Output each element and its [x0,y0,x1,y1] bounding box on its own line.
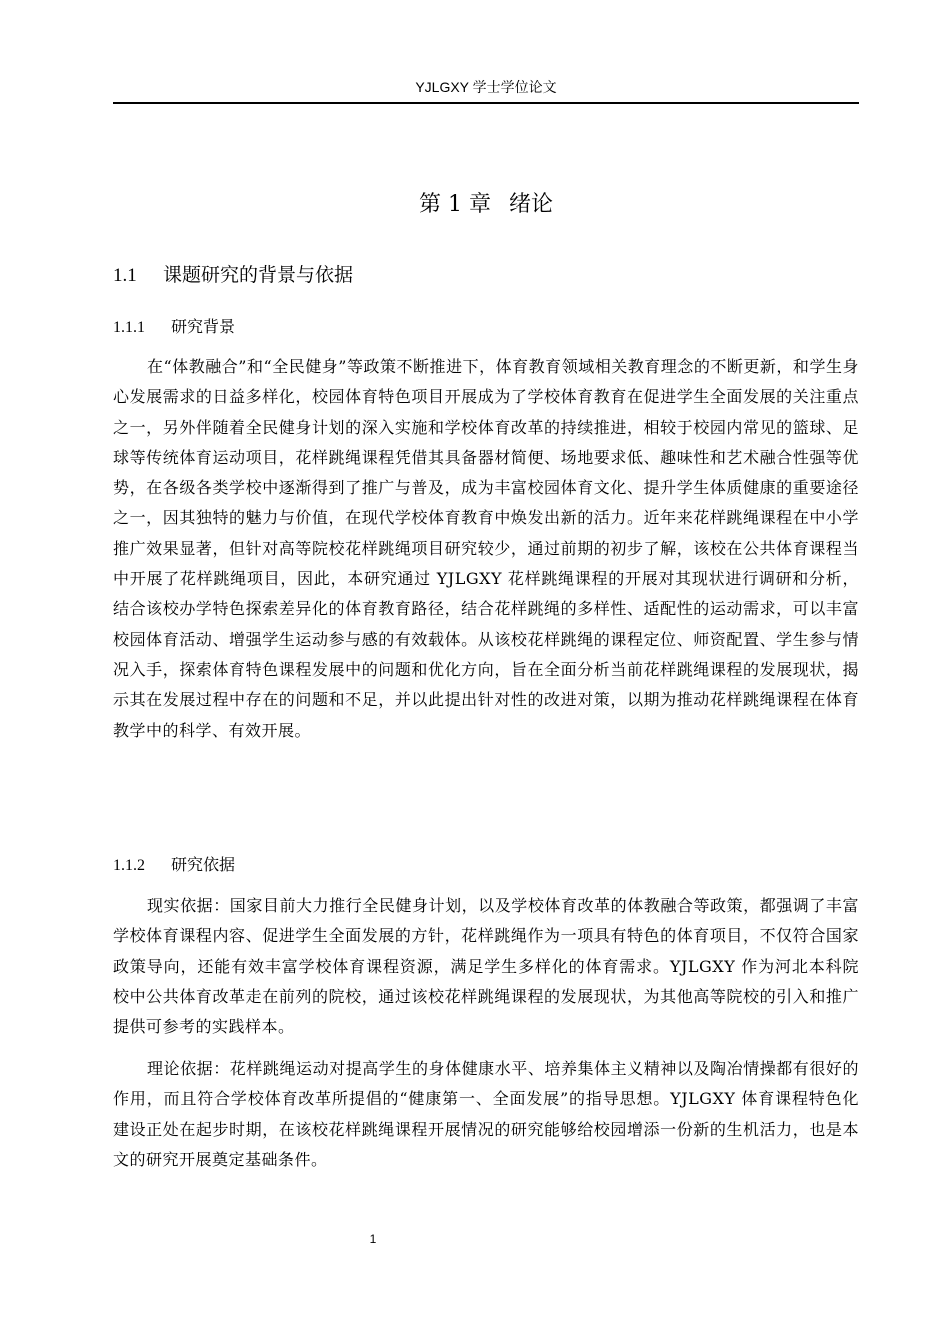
subsection-title: 研究背景 [171,317,236,336]
chapter-number: 第 1 章 [419,192,491,217]
subsection-heading-basis [113,852,235,879]
subsection-number: 1.1.2 [113,857,145,874]
section-number: 1.1 [113,265,137,286]
section-heading [113,260,353,291]
page-number: 1 [369,1232,377,1246]
subsection-title: 研究依据 [171,855,236,874]
header-title: YJLGXY 学士学位论文 [415,79,557,95]
paragraph-theoretical-basis: 理论依据：花样跳绳运动对提高学生的身体健康水平、培养集体主义精神以及陶冶情操都有很好的作用，而且符合学校体育改革所提倡的“健康第一、全面发展”的指导思想。YJLGXY 体育课程特色化建设正处在起步时期，在该校花样跳绳课程开展情况的研究能够给校园增添一份新的生机活力，也是本文的研究开展奠定基础条件。 [113,1059,859,1169]
chapter-heading [113,188,859,222]
subsection-number: 1.1.1 [113,319,145,336]
page-header [113,76,859,104]
paragraph-background: 在“体教融合”和“全民健身”等政策不断推进下，体育教育领域相关教育理念的不断更新，和学生身心发展需求的日益多样化，校园体育特色项目开展成为了学校体育教育在促进学生全面发展的关注重点之一，另外伴随着全民健身计划的深入实施和学校体育改革的持续推进，相较于校园内常见的篮球、足球等传统体育运动项目，花样跳绳课程凭借其具备器材简便、场地要求低、趣味性和艺术融合性强等优势，在各级各类学校中逐渐得到了推广与普及，成为丰富校园体育文化、提升学生体质健康的重要途径之一，因其独特的魅力与价值，在现代学校体育教育中焕发出新的活力。近年来花样跳绳课程在中小学推广效果显著，但针对高等院校花样跳绳项目研究较少，通过前期的初步了解，该校在公共体育课程当中开展了花样跳绳项目，因此，本研究通过 YJLGXY 花样跳绳课程的开展对其现状进行调研和分析，结合该校办学特色探索差异化的体育教育路径，结合花样跳绳的多样性、适配性的运动需求，可以丰富校园体育活动、增强学生运动参与感的有效载体。从该校花样跳绳的课程定位、师资配置、学生参与情况入手，探索体育特色课程发展中的问题和优化方向，旨在全面分析当前花样跳绳课程的发展现状，揭示其在发展过程中存在的问题和不足，并以此提出针对性的改进对策，以期为推动花样跳绳课程在体育教学中的科学、有效开展。 [113,357,859,740]
section-title: 课题研究的背景与依据 [163,264,354,286]
subsection-heading-background [113,314,235,341]
paragraph-practical-basis: 现实依据：国家目前大力推行全民健身计划，以及学校体育改革的体教融合等政策，都强调了丰富学校体育课程内容、促进学生全面发展的方针，花样跳绳作为一项具有特色的体育项目，不仅符合国家政策导向，还能有效丰富学校体育课程资源，满足学生多样化的体育需求。YJLGXY 作为河北本科院校中公共体育改革走在前列的院校，通过该校花样跳绳课程的发展现状，为其他高等院校的引入和推广提供可参考的实践样本。 [113,896,859,1037]
chapter-title: 绪论 [508,192,553,217]
